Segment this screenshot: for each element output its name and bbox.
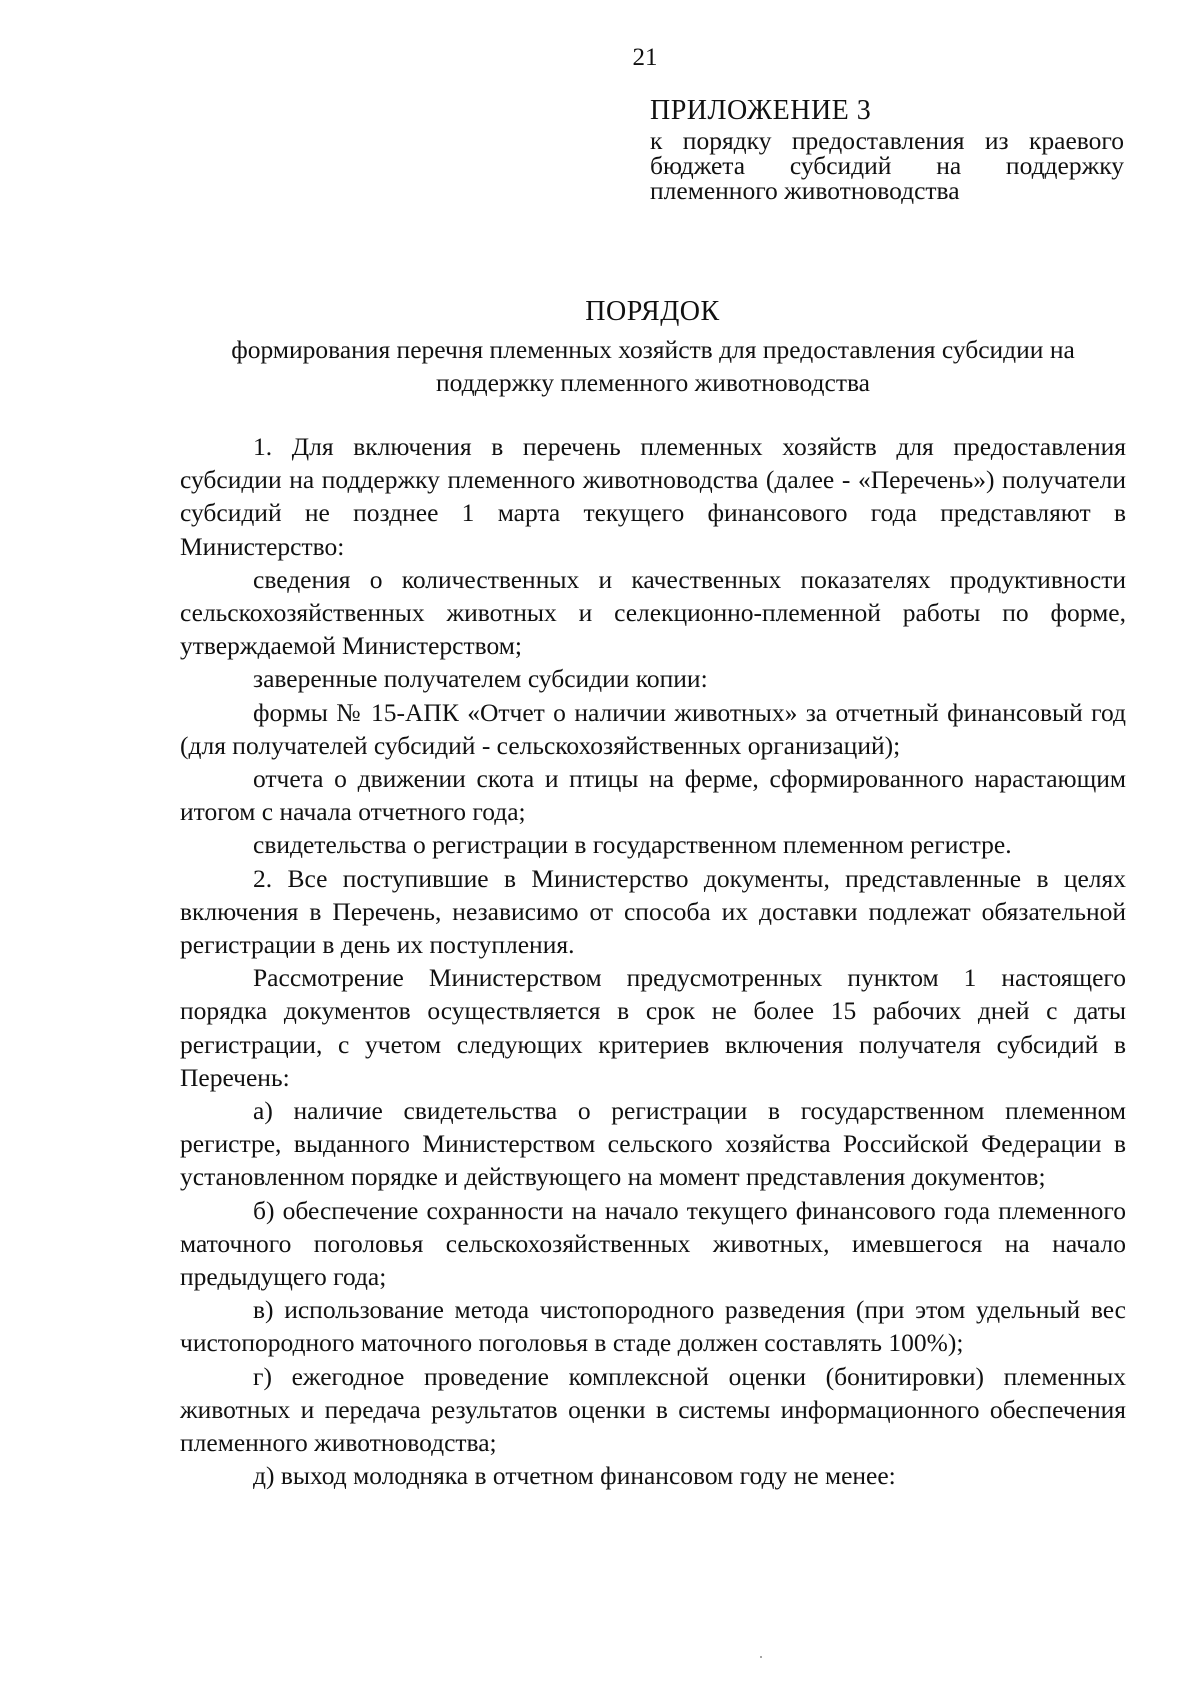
paragraph: сведения о количественных и качественных показателях продуктивности сельскохозяйственных животных и селекционно-племенной работы по форме, утверждаемой Министерством; — [180, 564, 1126, 661]
paragraph: г) ежегодное проведение комплексной оценки (бонитировки) племенных животных и передача результатов оценки в системы информационного обеспечения племенного животноводства; — [180, 1361, 1126, 1458]
paragraph: б) обеспечение сохранности на начало текущего финансового года племенного маточного поголовья сельскохозяйственных животных, имевшегося на начало предыдущего года; — [180, 1195, 1126, 1292]
paragraph: формы № 15-АПК «Отчет о наличии животных» за отчетный финансовый год (для получателей субсидий - сельскохозяйственных организаций); — [180, 697, 1126, 760]
paragraph: а) наличие свидетельства о регистрации в государственном племенном регистре, выданного Министерством сельского хозяйства Российской Федерации в установленном порядке и действующего на момент представления документов; — [180, 1096, 1126, 1192]
order-subtitle: формирования перечня племенных хозяйств для предоставления субсидии на поддержку племенного животноводства — [231, 335, 1075, 397]
paragraph: 1. Для включения в перечень племенных хозяйств для предоставления субсидии на поддержку племенного животноводства (далее - «Перечень») получатели субсидий не позднее 1 марта текущего финансового года представляют в Министерство: — [180, 432, 1126, 561]
paragraph: свидетельства о регистрации в государственном племенном регистре. — [253, 830, 1012, 860]
paragraph: Рассмотрение Министерством предусмотренных пунктом 1 настоящего порядка документов осуществляется в срок не более 15 рабочих дней с даты регистрации, с учетом следующих критериев включения получателя субсидий в Перечень: — [180, 963, 1126, 1092]
paragraph: заверенные получателем субсидии копии: — [253, 664, 708, 694]
paragraph: д) выход молодняка в отчетном финансовом году не менее: — [253, 1461, 896, 1491]
scan-speck — [760, 1656, 762, 1658]
appendix-block — [650, 94, 1124, 203]
order-title: ПОРЯДОК — [585, 296, 720, 327]
page-number: 21 — [632, 44, 658, 71]
appendix-title: ПРИЛОЖЕНИЕ 3 — [650, 95, 872, 126]
paragraph: отчета о движении скота и птицы на ферме, сформированного нарастающим итогом с начала отчетного года; — [180, 764, 1126, 827]
paragraph: 2. Все поступившие в Министерство документы, представленные в целях включения в Перечень, независимо от способа их доставки подлежат обязательной регистрации в день их поступления. — [180, 863, 1126, 960]
paragraph: в) использование метода чистопородного разведения (при этом удельный вес чистопородного маточного поголовья в стаде должен составлять 100%); — [180, 1295, 1126, 1358]
appendix-text: к порядку предоставления из краевого бюджета субсидий на поддержку племенного животноводства — [650, 126, 1124, 205]
document-body — [180, 430, 1126, 1493]
